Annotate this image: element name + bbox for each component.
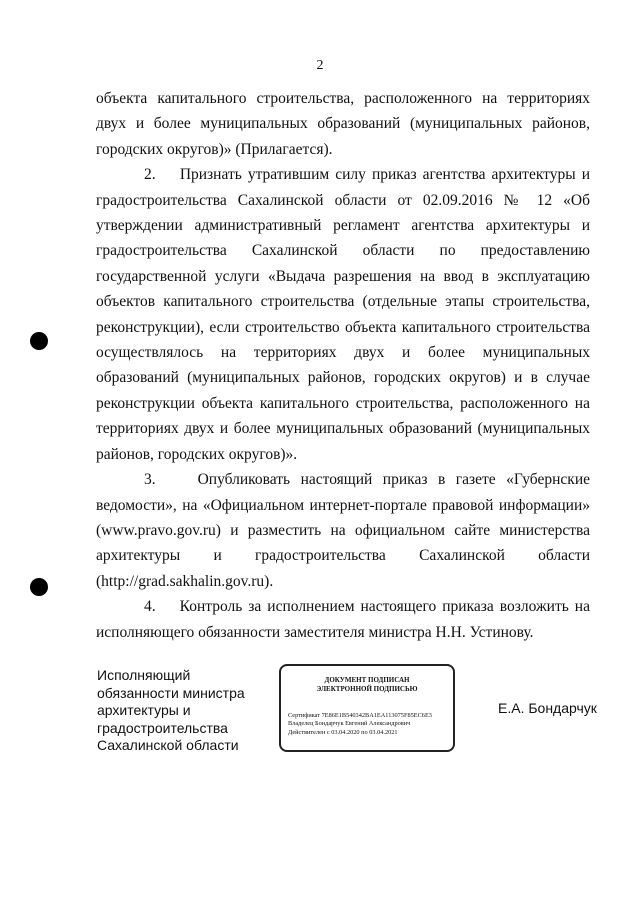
signer-position-line: архитектуры и — [97, 702, 191, 719]
signer-position-line: градостроительства — [97, 719, 228, 736]
signer-position — [97, 667, 267, 755]
signer-position-line: Исполняющий — [97, 667, 191, 683]
stamp-validity: Действителен с 03.04.2020 по 03.04.2021 — [288, 728, 398, 736]
stamp-heading-line: ЭЛЕКТРОННОЙ ПОДПИСЬЮ — [316, 685, 418, 693]
signer-position-line: Сахалинской области — [97, 737, 239, 754]
page-number: 2 — [316, 58, 324, 73]
stamp-heading — [281, 676, 453, 694]
stamp-owner: Владелец Бондарчук Евгений Александрович — [288, 720, 411, 728]
stamp-certificate: Сертификат 7E86E1B540342BA1EA113075F85EC6E3 — [288, 712, 432, 719]
stamp-heading-line: ДОКУМЕНТ ПОДПИСАН — [324, 676, 410, 684]
stamp-details — [288, 712, 449, 737]
paragraph-item-2: 2. Признать утратившим силу приказ агентства архитектуры и градостроительства Сахалинской области от 02.09.2016 № 12 «Об утверждении административный регламент агентства архитектуры и градостроительства Сахалинской области по предоставлению государственной услуги «Выдача разрешения на ввод в эксплуатацию объектов капитального строительства (отдельные этапы строительства, реконструкции), если строительство объекта капитального строительства осуществлялось на территориях двух и более муниципальных образований (муниципальных районов, городских округов) и в случае реконструкции объекта капитального строительства, расположенного на территориях двух и более муниципальных образований (муниципальных районов, городских округов)». — [96, 166, 590, 463]
punch-hole-mark — [30, 332, 48, 350]
electronic-signature-stamp — [279, 664, 455, 752]
punch-hole-mark — [30, 578, 48, 596]
document-body — [96, 86, 590, 645]
paragraph-item-3: 3. Опубликовать настоящий приказ в газете «Губернские ведомости», на «Официальном интернет-портале правовой информации» (www.pravo.gov.ru) и разместить на официальном сайте министерства архитектуры и градостроительства Сахалинской области (http://grad.sakhalin.gov.ru). — [96, 471, 590, 590]
signer-name: Е.А. Бондарчук — [498, 700, 597, 716]
signer-position-line: обязанности министра — [97, 684, 245, 701]
paragraph-continuation: объекта капитального строительства, расположенного на территориях двух и более муниципальных образований (муниципальных районов, городских округов)» (Прилагается). — [96, 90, 590, 158]
paragraph-item-4: 4. Контроль за исполнением настоящего приказа возложить на исполняющего обязанности заместителя министра Н.Н. Устинову. — [96, 598, 590, 641]
